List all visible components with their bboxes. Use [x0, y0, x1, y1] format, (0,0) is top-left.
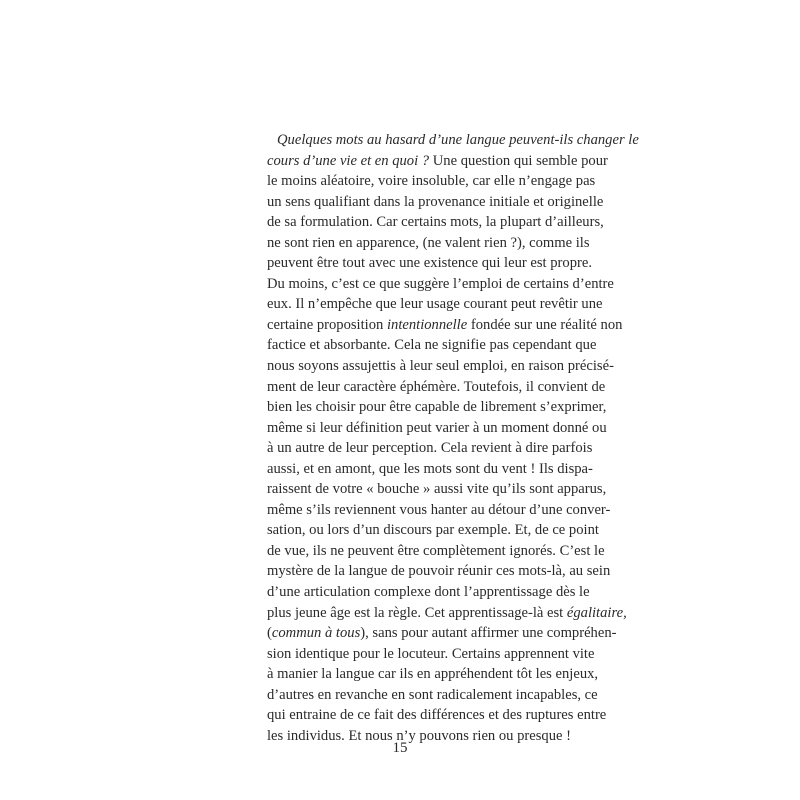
text-segment: un sens qualifiant dans la provenance initiale et originelle [267, 193, 604, 210]
text-line [267, 294, 603, 315]
text-line [267, 459, 593, 480]
text-line [267, 171, 596, 192]
text-segment: factice et absorbante. Cela ne signifie pas cependant que [267, 337, 597, 354]
text-segment: aussi, et en amont, que les mots sont du vent ! Ils dispa- [267, 460, 593, 477]
text-segment: Une question qui semble pour [429, 152, 608, 169]
text-line [267, 500, 611, 521]
text-segment: même s’ils reviennent vous hanter au détour d’une conver- [267, 501, 611, 518]
text-segment: ne sont rien en apparence, (ne valent rien ?), comme ils [267, 234, 590, 251]
text-line [267, 561, 611, 582]
body-paragraph [267, 130, 639, 746]
text-segment: de vue, ils ne peuvent être complètement ignorés. C’est le [267, 542, 605, 559]
text-segment: d’une articulation complexe dont l’apprentissage dès le [267, 584, 590, 601]
italic-text: cours d’une vie et en quoi ? [267, 152, 430, 169]
text-segment: ), sans pour autant affirmer une compréhen- [360, 625, 617, 642]
text-segment: plus jeune âge est la règle. Cet apprentissage-là est [267, 604, 567, 621]
text-line [267, 315, 623, 336]
text-line [267, 541, 605, 562]
text-line [267, 151, 608, 172]
text-line [267, 705, 607, 726]
text-line [267, 397, 607, 418]
text-line [267, 233, 590, 254]
text-line [267, 253, 592, 274]
text-line [267, 335, 597, 356]
text-line [267, 479, 607, 500]
text-segment: à un autre de leur perception. Cela revient à dire parfois [267, 440, 593, 457]
text-line [267, 192, 604, 213]
text-segment: ( [267, 625, 272, 642]
page-number: 15 [392, 740, 408, 756]
text-line [267, 582, 590, 603]
text-line [267, 377, 606, 398]
text-segment: sation, ou lors d’un discours par exemple. Et, de ce point [267, 522, 599, 539]
text-segment: mystère de la langue de pouvoir réunir ces mots-là, au sein [267, 563, 611, 580]
text-segment: qui entraine de ce fait des différences et des ruptures entre [267, 707, 607, 724]
text-line [267, 685, 598, 706]
text-line [267, 520, 599, 541]
text-segment: les individus. Et nous n’y pouvons rien ou presque ! [267, 727, 572, 744]
text-segment: fondée sur une réalité non [467, 316, 623, 333]
text-segment: même si leur définition peut varier à un moment donné ou [267, 419, 607, 436]
text-segment: peuvent être tout avec une existence qui leur est propre. [267, 255, 592, 272]
text-line [267, 664, 599, 685]
text-segment: eux. Il n’empêche que leur usage courant peut revêtir une [267, 296, 603, 313]
text-line [267, 418, 607, 439]
text-segment: Du moins, c’est ce que suggère l’emploi de certains d’entre [267, 275, 614, 292]
italic-text: Quelques mots au hasard d’une langue peuvent-ils changer le [277, 132, 639, 148]
text-segment: raissent de votre « bouche » aussi vite qu’ils sont apparus, [267, 481, 607, 498]
text-line [267, 603, 627, 624]
text-segment: ment de leur caractère éphémère. Toutefois, il convient de [267, 378, 606, 395]
text-segment: de sa formulation. Car certains mots, la plupart d’ailleurs, [267, 214, 604, 231]
text-segment: d’autres en revanche en sont radicalement incapables, ce [267, 686, 598, 703]
text-line [267, 644, 595, 665]
text-line [267, 274, 614, 295]
italic-text: commun à tous [271, 625, 361, 642]
text-segment: à manier la langue car ils en appréhendent tôt les enjeux, [267, 666, 599, 683]
text-segment: le moins aléatoire, voire insoluble, car elle n’engage pas [267, 173, 596, 190]
text-line [267, 623, 617, 644]
text-segment: sion identique pour le locuteur. Certains apprennent vite [267, 645, 595, 662]
text-segment: nous soyons assujettis à leur seul emploi, en raison précisé- [267, 358, 614, 375]
text-line [267, 212, 604, 233]
text-segment: bien les choisir pour être capable de librement s’exprimer, [267, 399, 607, 416]
italic-text: intentionnelle [386, 316, 468, 333]
text-segment: certaine proposition [267, 316, 387, 333]
text-line [267, 356, 614, 377]
text-line [267, 130, 639, 151]
italic-text: égalitaire, [566, 604, 627, 621]
text-line [267, 438, 593, 459]
